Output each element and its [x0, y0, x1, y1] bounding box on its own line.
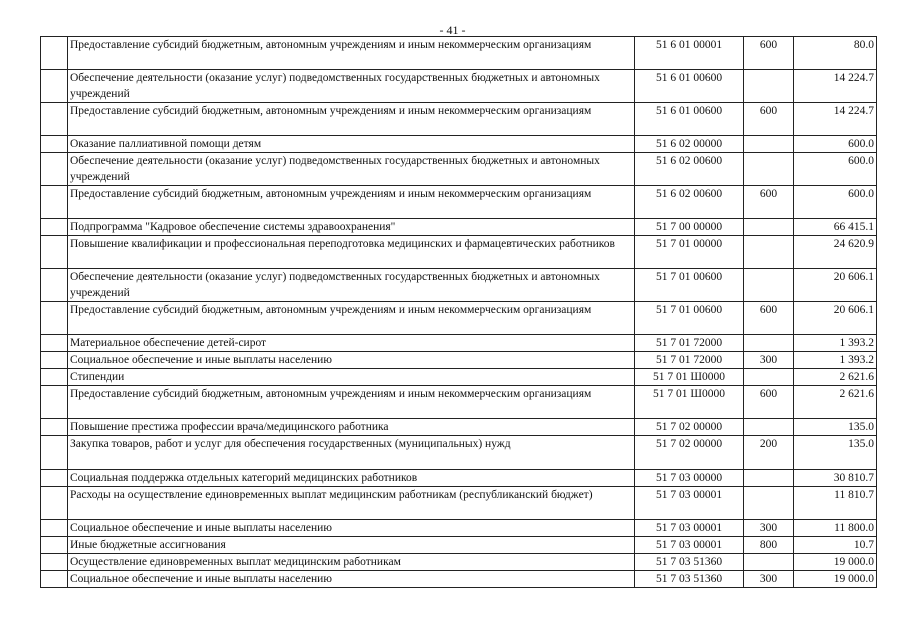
- expense-type: [744, 554, 794, 571]
- row-blank-cell: [41, 436, 68, 470]
- row-blank-cell: [41, 369, 68, 386]
- target-code: 51 7 01 00000: [635, 236, 744, 269]
- expense-name: Повышение престижа профессии врача/медицинского работника: [68, 419, 635, 436]
- expense-type: 300: [744, 352, 794, 369]
- expense-name: Социальная поддержка отдельных категорий медицинских работников: [68, 470, 635, 487]
- target-code: 51 7 01 72000: [635, 335, 744, 352]
- amount: 20 606.1: [794, 302, 877, 335]
- table-row: [41, 335, 877, 352]
- expense-name: Осуществление единовременных выплат медицинским работникам: [68, 554, 635, 571]
- target-code: 51 6 02 00600: [635, 186, 744, 219]
- target-code: 51 7 02 00000: [635, 436, 744, 470]
- expense-type: [744, 419, 794, 436]
- expense-name: Закупка товаров, работ и услуг для обеспечения государственных (муниципальных) нужд: [68, 436, 635, 470]
- table-row: [41, 537, 877, 554]
- target-code: 51 7 01 72000: [635, 352, 744, 369]
- row-blank-cell: [41, 335, 68, 352]
- expense-name: Предоставление субсидий бюджетным, автономным учреждениям и иным некоммерческим организациям: [68, 302, 635, 335]
- row-blank-cell: [41, 571, 68, 588]
- amount: 1 393.2: [794, 335, 877, 352]
- budget-table: [40, 36, 877, 588]
- expense-name: Социальное обеспечение и иные выплаты населению: [68, 571, 635, 588]
- amount: 600.0: [794, 136, 877, 153]
- amount: 19 000.0: [794, 554, 877, 571]
- table-row: [41, 571, 877, 588]
- expense-name: Иные бюджетные ассигнования: [68, 537, 635, 554]
- expense-type: [744, 136, 794, 153]
- row-blank-cell: [41, 487, 68, 520]
- amount: 1 393.2: [794, 352, 877, 369]
- amount: 24 620.9: [794, 236, 877, 269]
- target-code: 51 6 02 00600: [635, 153, 744, 186]
- amount: 19 000.0: [794, 571, 877, 588]
- row-blank-cell: [41, 386, 68, 419]
- target-code: 51 7 03 00000: [635, 470, 744, 487]
- target-code: 51 6 01 00600: [635, 103, 744, 136]
- table-row: [41, 37, 877, 70]
- expense-type: [744, 236, 794, 269]
- table-row: [41, 302, 877, 335]
- row-blank-cell: [41, 219, 68, 236]
- row-blank-cell: [41, 136, 68, 153]
- expense-type: 600: [744, 103, 794, 136]
- row-blank-cell: [41, 537, 68, 554]
- expense-type: [744, 153, 794, 186]
- expense-type: 800: [744, 537, 794, 554]
- target-code: 51 7 00 00000: [635, 219, 744, 236]
- amount: 30 810.7: [794, 470, 877, 487]
- expense-type: 200: [744, 436, 794, 470]
- table-row: [41, 487, 877, 520]
- table-row: [41, 554, 877, 571]
- row-blank-cell: [41, 520, 68, 537]
- amount: 14 224.7: [794, 103, 877, 136]
- expense-name: Предоставление субсидий бюджетным, автономным учреждениям и иным некоммерческим организациям: [68, 386, 635, 419]
- expense-type: [744, 470, 794, 487]
- row-blank-cell: [41, 554, 68, 571]
- target-code: 51 7 03 00001: [635, 487, 744, 520]
- target-code: 51 6 01 00600: [635, 70, 744, 103]
- table-row: [41, 70, 877, 103]
- target-code: 51 6 02 00000: [635, 136, 744, 153]
- table-row: [41, 269, 877, 302]
- row-blank-cell: [41, 37, 68, 70]
- expense-name: Обеспечение деятельности (оказание услуг) подведомственных государственных бюджетных и автономных учреждений: [68, 269, 635, 302]
- target-code: 51 7 01 00600: [635, 269, 744, 302]
- amount: 66 415.1: [794, 219, 877, 236]
- row-blank-cell: [41, 153, 68, 186]
- amount: 20 606.1: [794, 269, 877, 302]
- expense-name: Обеспечение деятельности (оказание услуг) подведомственных государственных бюджетных и автономных учреждений: [68, 70, 635, 103]
- amount: 135.0: [794, 419, 877, 436]
- expense-type: 600: [744, 186, 794, 219]
- expense-type: [744, 269, 794, 302]
- table-row: [41, 186, 877, 219]
- row-blank-cell: [41, 236, 68, 269]
- expense-name: Предоставление субсидий бюджетным, автономным учреждениям и иным некоммерческим организациям: [68, 103, 635, 136]
- table-row: [41, 369, 877, 386]
- table-row: [41, 386, 877, 419]
- table-row: [41, 419, 877, 436]
- row-blank-cell: [41, 70, 68, 103]
- expense-type: 600: [744, 386, 794, 419]
- table-row: [41, 153, 877, 186]
- row-blank-cell: [41, 269, 68, 302]
- row-blank-cell: [41, 470, 68, 487]
- target-code: 51 7 03 00001: [635, 537, 744, 554]
- amount: 2 621.6: [794, 386, 877, 419]
- amount: 600.0: [794, 186, 877, 219]
- table-row: [41, 436, 877, 470]
- target-code: 51 7 01 00600: [635, 302, 744, 335]
- amount: 80.0: [794, 37, 877, 70]
- expense-name: Подпрограмма "Кадровое обеспечение системы здравоохранения": [68, 219, 635, 236]
- row-blank-cell: [41, 352, 68, 369]
- row-blank-cell: [41, 302, 68, 335]
- amount: 600.0: [794, 153, 877, 186]
- expense-name: Материальное обеспечение детей-сирот: [68, 335, 635, 352]
- table-row: [41, 236, 877, 269]
- amount: 10.7: [794, 537, 877, 554]
- target-code: 51 7 03 00001: [635, 520, 744, 537]
- table-row: [41, 352, 877, 369]
- target-code: 51 7 03 51360: [635, 554, 744, 571]
- amount: 135.0: [794, 436, 877, 470]
- expense-type: [744, 219, 794, 236]
- row-blank-cell: [41, 419, 68, 436]
- table-row: [41, 470, 877, 487]
- row-blank-cell: [41, 103, 68, 136]
- expense-name: Предоставление субсидий бюджетным, автономным учреждениям и иным некоммерческим организациям: [68, 37, 635, 70]
- target-code: 51 7 01 Ш0000: [635, 369, 744, 386]
- page-number: - 41 -: [439, 23, 466, 37]
- table-row: [41, 103, 877, 136]
- expense-name: Оказание паллиативной помощи детям: [68, 136, 635, 153]
- target-code: 51 7 01 Ш0000: [635, 386, 744, 419]
- amount: 2 621.6: [794, 369, 877, 386]
- target-code: 51 6 01 00001: [635, 37, 744, 70]
- expense-name: Социальное обеспечение и иные выплаты населению: [68, 352, 635, 369]
- expense-type: [744, 70, 794, 103]
- expense-type: 600: [744, 302, 794, 335]
- expense-type: [744, 335, 794, 352]
- expense-type: 300: [744, 520, 794, 537]
- expense-type: [744, 487, 794, 520]
- expense-name: Стипендии: [68, 369, 635, 386]
- target-code: 51 7 02 00000: [635, 419, 744, 436]
- amount: 11 810.7: [794, 487, 877, 520]
- expense-name: Социальное обеспечение и иные выплаты населению: [68, 520, 635, 537]
- table-row: [41, 520, 877, 537]
- amount: 11 800.0: [794, 520, 877, 537]
- expense-type: 600: [744, 37, 794, 70]
- expense-type: 300: [744, 571, 794, 588]
- table-row: [41, 136, 877, 153]
- row-blank-cell: [41, 186, 68, 219]
- expense-type: [744, 369, 794, 386]
- expense-name: Предоставление субсидий бюджетным, автономным учреждениям и иным некоммерческим организациям: [68, 186, 635, 219]
- expense-name: Расходы на осуществление единовременных выплат медицинским работникам (республиканский бюджет): [68, 487, 635, 520]
- target-code: 51 7 03 51360: [635, 571, 744, 588]
- table-row: [41, 219, 877, 236]
- expense-name: Обеспечение деятельности (оказание услуг) подведомственных государственных бюджетных и автономных учреждений: [68, 153, 635, 186]
- amount: 14 224.7: [794, 70, 877, 103]
- expense-name: Повышение квалификации и профессиональная переподготовка медицинских и фармацевтических работников: [68, 236, 635, 269]
